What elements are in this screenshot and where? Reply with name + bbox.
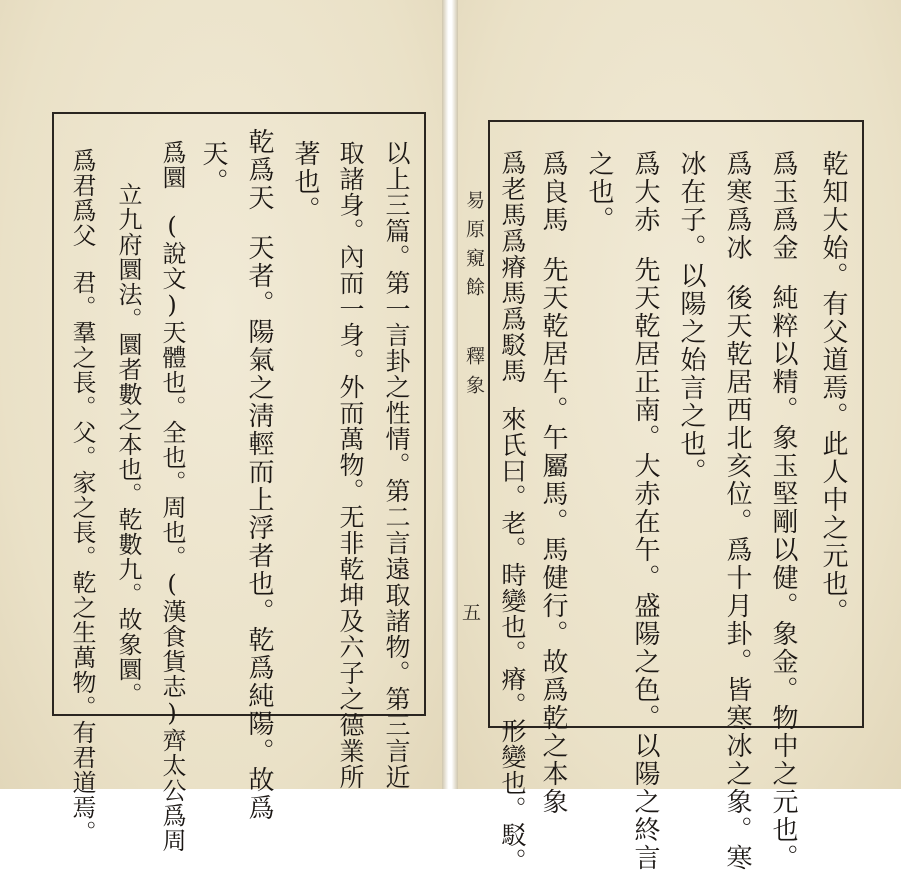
book-title — [460, 190, 488, 404]
line-heading: 爲良馬 — [538, 150, 568, 234]
line-text: 先天乾居午。午屬馬。馬健行。故爲乾之本象 — [538, 256, 568, 816]
left-line-4 — [246, 128, 272, 822]
line-text: 先天乾居正南。大赤在午。盛陽之色。以陽之終言 — [630, 256, 660, 872]
right-line-2 — [770, 150, 796, 872]
line-text: 之也。 — [584, 150, 614, 234]
line-text: 後天乾居西北亥位。爲十月卦。皆寒冰之象。寒 — [722, 284, 752, 872]
line-text: 天。 — [198, 140, 228, 196]
line-text: 乾知大始。有父道焉。此人中之元也。 — [818, 150, 848, 626]
left-page — [0, 0, 442, 789]
section-text: 釋象 — [463, 346, 485, 404]
left-line-1 — [384, 140, 409, 790]
page-number: 五 — [462, 602, 482, 624]
right-line-7 — [540, 150, 566, 816]
line-text: 著也。 — [290, 140, 320, 224]
title-text: 易原窺餘 — [463, 190, 485, 306]
right-line-8 — [500, 150, 525, 874]
line-text: 純粹以精。象玉堅剛以健。象金。物中之元也。 — [768, 284, 798, 872]
line-heading: 爲玉爲金 — [768, 150, 798, 262]
line-heading: 爲君爲父 — [68, 148, 96, 248]
left-line-3 — [292, 140, 318, 224]
right-line-5 — [632, 150, 658, 872]
line-heading: 乾爲天 — [244, 128, 274, 212]
left-line-5 — [200, 140, 226, 196]
line-text: (說文)天體也。全也。周也。(漢食貨志)齊太公爲周 — [158, 212, 186, 853]
line-text: 冰在子。以陽之始言之也。 — [676, 150, 706, 486]
left-line-8 — [70, 148, 94, 845]
line-text: 取諸身。內而一身。外而萬物。无非乾坤及六子之德業所 — [336, 140, 365, 790]
line-heading: 爲老馬爲瘠馬爲駁馬 — [498, 150, 527, 384]
left-line-2 — [338, 140, 363, 790]
line-text: 天者。陽氣之淸輕而上浮者也。乾爲純陽。故爲 — [244, 234, 274, 822]
right-line-1 — [820, 150, 846, 626]
gutter — [442, 0, 458, 789]
line-heading: 爲圜 — [158, 140, 186, 190]
line-heading: 爲大赤 — [630, 150, 660, 234]
right-line-3 — [724, 150, 750, 872]
right-line-6 — [586, 150, 612, 234]
line-text: 以上三篇。第一言卦之性情。第二言遠取諸物。第三言近 — [382, 140, 411, 790]
line-text: 君。羣之長。父。家之長。乾之生萬物。有君道焉。 — [68, 270, 96, 845]
left-line-6 — [160, 140, 184, 853]
line-text: 立九府圜法。圜者數之本也。乾數九。故象圜。 — [114, 182, 142, 707]
line-text: 來氏曰。老。時變也。瘠。形變也。駁。 — [498, 406, 527, 874]
left-text-frame — [52, 112, 426, 716]
right-line-4 — [678, 150, 704, 486]
line-heading: 爲寒爲冰 — [722, 150, 752, 262]
left-line-7 — [116, 182, 140, 707]
